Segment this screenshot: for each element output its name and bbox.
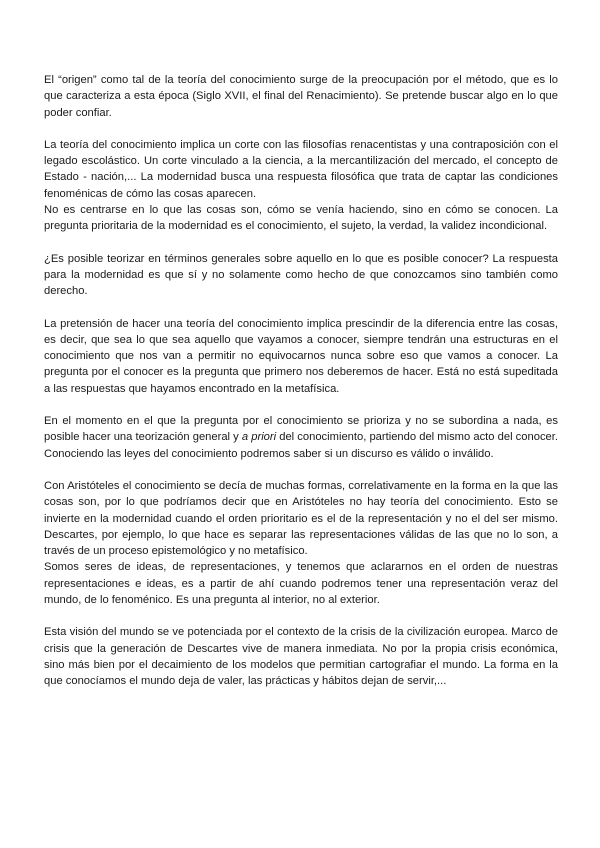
paragraph-crisis — [44, 624, 558, 689]
italic-term: a priori — [241, 431, 277, 444]
text-segment: del conocimiento, partiendo del mismo acto del conocer. Conociendo las leyes del conocimiento podremos saber si un discurso es válido o inválido. — [44, 431, 558, 460]
paragraph-pretension — [44, 316, 558, 397]
paragraph-text: Con Aristóteles el conocimiento se decía de muchas formas, correlativamente en la forma en la que las cosas son, por lo que podríamos decir que en Aristóteles no hay teoría del conocimiento. Esto se invierte en la modernidad cuando el orden prioritario es el de la representación y no el del ser mismo. Descartes, por ejemplo, lo que hace es separar las representaciones válidas de las que no lo son, a través de un proceso epistemológico y no metafísico. — [44, 479, 558, 558]
paragraph-text — [44, 413, 558, 462]
paragraph-text: ¿Es posible teorizar en términos generales sobre aquello en lo que es posible conocer? La respuesta para la modernidad es que sí y no solamente como hecho de que conozcamos sino también como derecho. — [44, 252, 558, 298]
paragraph-aristotle — [44, 478, 558, 608]
paragraph-text: Esta visión del mundo se ve potenciada por el contexto de la crisis de la civilización europea. Marco de crisis que la generación de Descartes vive de manera inmediata. No por la propia crisis económica, sino más bien por el decaimiento de los modelos que permitian cartografiar el mundo. La forma en la que conocíamos el mundo deja de valer, las prácticas y hábitos dejan de servir,... — [44, 626, 558, 688]
text-segment: En el momento en el que la pregunta por el conocimiento se prioriza y no se subordina a nada, es posible hacer una teorización general y — [44, 415, 558, 444]
paragraph-text: No es centrarse en lo que las cosas son, cómo se venía haciendo, sino en cómo se conocen. La pregunta prioritaria de la modernidad es el conocimiento, el sujeto, la verdad, la validez incondicional. — [44, 204, 558, 233]
paragraph-origin — [44, 72, 558, 121]
paragraph-text: El “origen” como tal de la teoría del conocimiento surge de la preocupación por el método, que es lo que caracteriza a esta época (Siglo XVII, el final del Renacimiento). Se pretende buscar algo en lo que poder confiar. — [44, 74, 558, 119]
paragraph-text: Somos seres de ideas, de representaciones, y tenemos que aclararnos en el orden de nuestras representaciones e ideas, es a partir de ahí cuando podremos tener una representación veraz del mundo, de lo fenoménico. Es una pregunta al interior, no al exterior. — [44, 561, 558, 607]
paragraph-text: La teoría del conocimiento implica un corte con las filosofías renacentistas y una contraposición con el legado escolástico. Un corte vinculado a la ciencia, a la mercantilización del mercado, el concepto de Estado - nación,... La modernidad busca una respuesta filosófica que trata de captar las condiciones fenoménicas de cómo las cosas aparecen. — [44, 138, 558, 200]
paragraph-a-priori — [44, 413, 558, 462]
paragraph-text: La pretensión de hacer una teoría del conocimiento implica prescindir de la diferencia entre las cosas, es decir, que sea lo que sea aquello que vayamos a conocer, siempre tendrán una estructuras en el conocimiento que nos van a permitir no equivocarnos nunca sobre eso que vamos a conocer. La pregunta por el conocer es la pregunta que primero nos deberemos de hacer. Está no está supeditada a las respuestas que hayamos encontrado en la metafísica. — [44, 317, 558, 395]
paragraph-theory-cut — [44, 137, 558, 235]
document-page — [44, 72, 558, 706]
paragraph-question — [44, 251, 558, 300]
